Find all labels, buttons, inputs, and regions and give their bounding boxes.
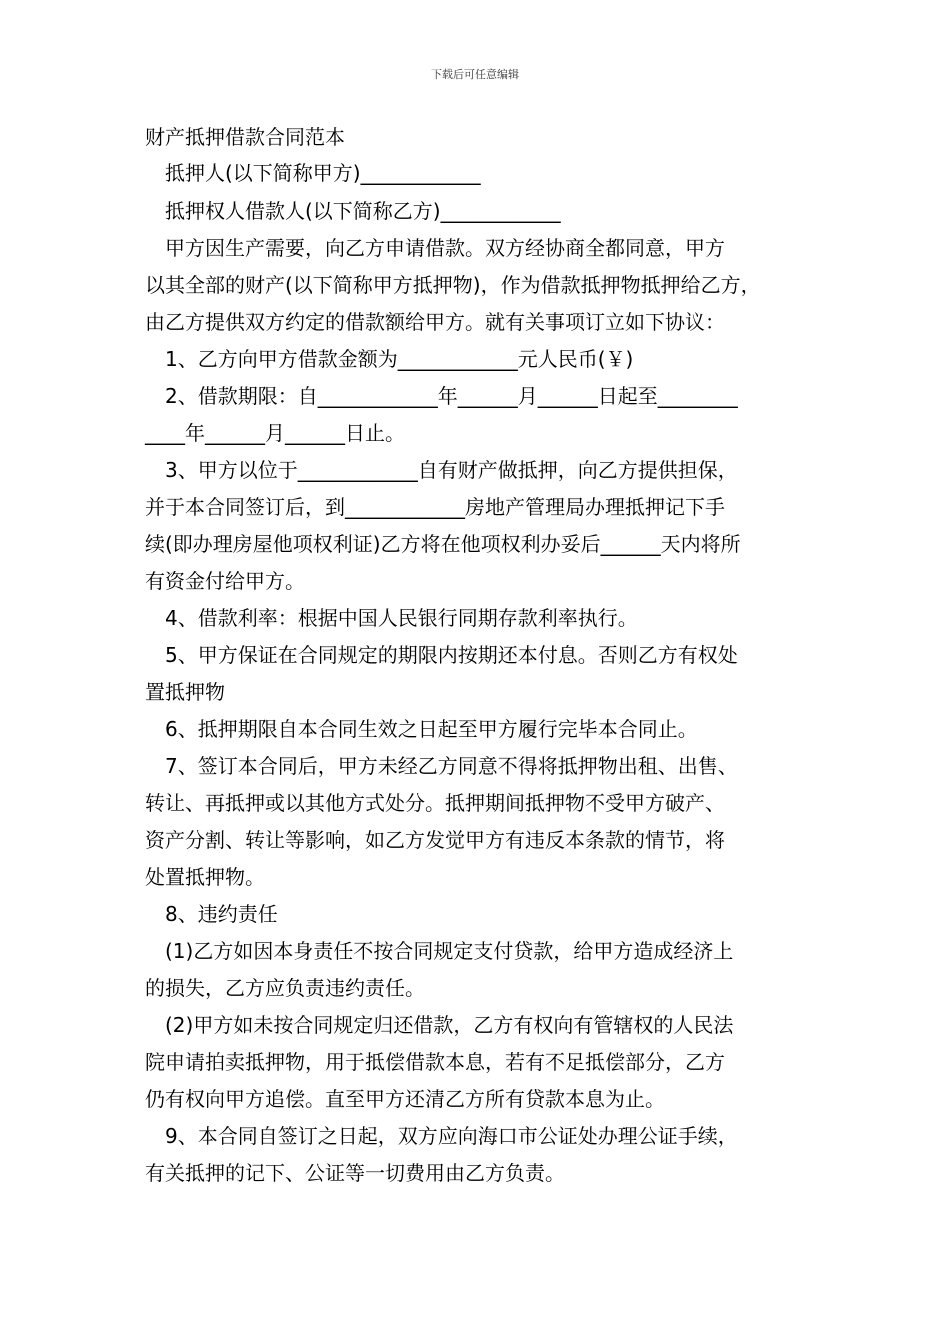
clause-line: 有关抵押的记下、公证等一切费用由乙方负责。 [145,1161,565,1185]
clause-line: 5、甲方保证在合同规定的期限内按期还本付息。否则乙方有权处 [165,643,738,667]
clause-line: 资产分割、转让等影响，如乙方发觉甲方有违反本条款的情节，将 [145,828,725,852]
document-title: 财产抵押借款合同范本 [145,125,345,149]
clause-line: 续(即办理房屋他项权利证)乙方将在他项权利办妥后______天内将所 [145,532,741,556]
clause-line: 3、甲方以位于____________自有财产做抵押，向乙方提供担保， [165,458,738,482]
clause-line: 院申请拍卖抵押物，用于抵偿借款本息，若有不足抵偿部分，乙方 [145,1050,725,1074]
paragraph-line: 以其全部的财产(以下简称甲方抵押物)，作为借款抵押物抵押给乙方， [145,273,761,297]
clause-line: 6、抵押期限自本合同生效之日起至甲方履行完毕本合同止。 [165,717,698,741]
clause-line: 7、签订本合同后，甲方未经乙方同意不得将抵押物出租、出售、 [165,754,738,778]
clause-line: 转让、再抵押或以其他方式处分。抵押期间抵押物不受甲方破产、 [145,791,725,815]
clause-line: 处置抵押物。 [145,865,265,889]
clause-line: 8、违约责任 [165,902,278,926]
clause-line: (2)甲方如未按合同规定归还借款，乙方有权向有管辖权的人民法 [165,1013,734,1037]
clause-line: ____年______月______日止。 [145,421,405,445]
page-header: 下载后可任意编辑 [431,68,519,81]
clause-line: 并于本合同签订后，到____________房地产管理局办理抵押记下手 [145,495,725,519]
party-b-line: 抵押权人借款人(以下简称乙方)____________ [165,199,561,223]
clause-line: 1、乙方向甲方借款金额为____________元人民币(￥) [165,347,634,371]
paragraph-line: 由乙方提供双方约定的借款额给甲方。就有关事项订立如下协议： [145,310,725,334]
paragraph-line: 甲方因生产需要，向乙方申请借款。双方经协商全都同意，甲方 [165,236,725,260]
clause-line: 仍有权向甲方追偿。直至甲方还清乙方所有贷款本息为止。 [145,1087,665,1111]
clause-line: 2、借款期限：自____________年______月______日起至________ [165,384,738,408]
clause-line: 的损失，乙方应负责违约责任。 [145,976,425,1000]
party-a-line: 抵押人(以下简称甲方)____________ [165,161,481,185]
clause-line: 置抵押物 [145,680,225,704]
clause-line: 有资金付给甲方。 [145,569,305,593]
clause-line: (1)乙方如因本身责任不按合同规定支付贷款，给甲方造成经济上 [165,939,734,963]
clause-line: 4、借款利率：根据中国人民银行同期存款利率执行。 [165,606,638,630]
clause-line: 9、本合同自签订之日起，双方应向海口市公证处办理公证手续， [165,1124,738,1148]
